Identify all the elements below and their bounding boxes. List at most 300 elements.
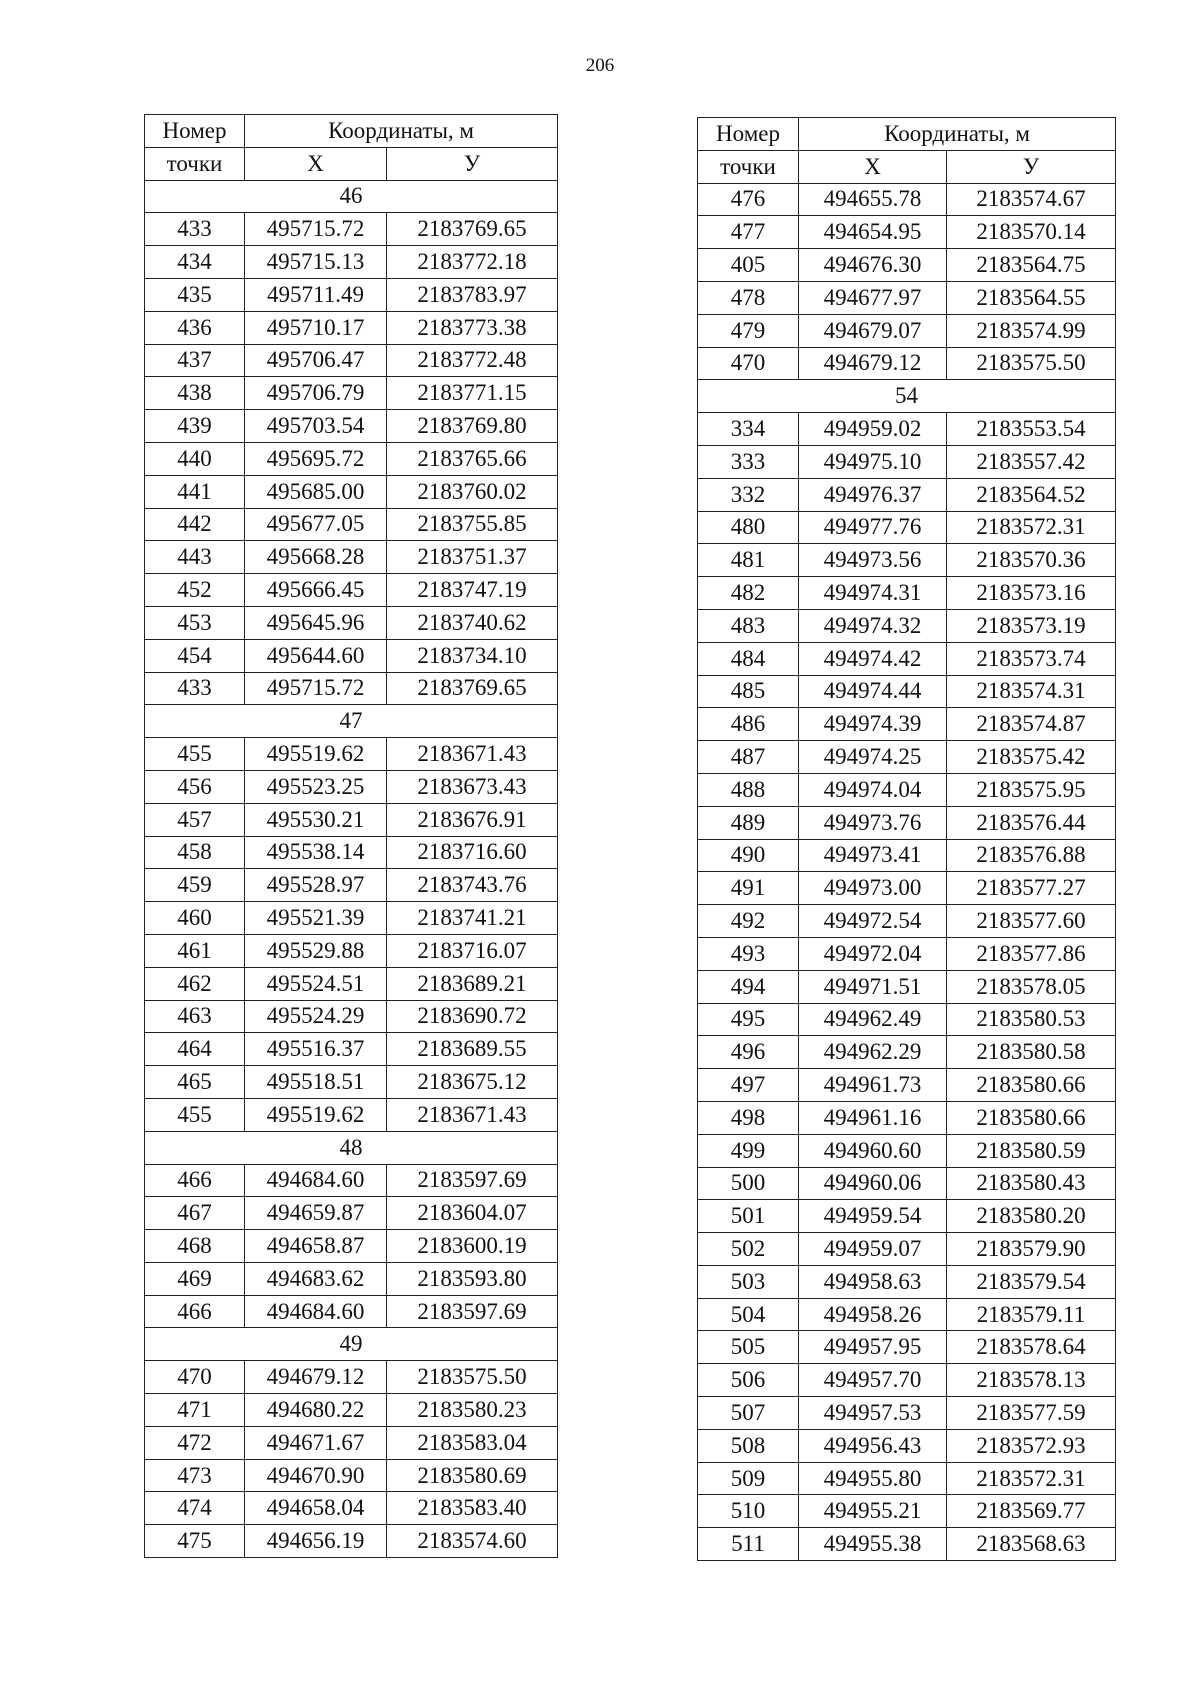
point-number-cell: 332 bbox=[698, 478, 799, 511]
point-number-cell: 466 bbox=[145, 1164, 245, 1197]
table-row bbox=[145, 344, 558, 377]
y-coordinate-cell: 2183690.72 bbox=[387, 1000, 558, 1033]
x-coordinate-cell: 495645.96 bbox=[245, 606, 387, 639]
x-coordinate-cell: 495529.88 bbox=[245, 934, 387, 967]
table-row bbox=[145, 1066, 558, 1099]
y-coordinate-cell: 2183783.97 bbox=[387, 278, 558, 311]
header-coordinates: Координаты, м bbox=[245, 115, 558, 148]
table-row bbox=[145, 1000, 558, 1033]
table-row bbox=[698, 937, 1116, 970]
point-number-cell: 509 bbox=[698, 1462, 799, 1495]
table-row bbox=[698, 1134, 1116, 1167]
table-row bbox=[698, 445, 1116, 478]
y-coordinate-cell: 2183769.65 bbox=[387, 213, 558, 246]
point-number-cell: 506 bbox=[698, 1364, 799, 1397]
x-coordinate-cell: 494959.02 bbox=[799, 413, 947, 446]
table-row bbox=[698, 183, 1116, 216]
y-coordinate-cell: 2183740.62 bbox=[387, 606, 558, 639]
y-coordinate-cell: 2183716.07 bbox=[387, 934, 558, 967]
table-row bbox=[145, 836, 558, 869]
x-coordinate-cell: 495703.54 bbox=[245, 410, 387, 443]
header-y: У bbox=[387, 147, 558, 180]
table-row bbox=[145, 1394, 558, 1427]
point-number-cell: 437 bbox=[145, 344, 245, 377]
x-coordinate-cell: 494960.06 bbox=[799, 1167, 947, 1200]
y-coordinate-cell: 2183597.69 bbox=[387, 1295, 558, 1328]
point-number-cell: 472 bbox=[145, 1426, 245, 1459]
x-coordinate-cell: 494679.12 bbox=[799, 347, 947, 380]
table-row bbox=[145, 869, 558, 902]
table-row bbox=[698, 905, 1116, 938]
y-coordinate-cell: 2183583.04 bbox=[387, 1426, 558, 1459]
x-coordinate-cell: 494680.22 bbox=[245, 1394, 387, 1427]
table-row bbox=[145, 1098, 558, 1131]
y-coordinate-cell: 2183575.95 bbox=[947, 773, 1116, 806]
point-number-cell: 479 bbox=[698, 314, 799, 347]
x-coordinate-cell: 495666.45 bbox=[245, 574, 387, 607]
table-row bbox=[145, 803, 558, 836]
x-coordinate-cell: 495530.21 bbox=[245, 803, 387, 836]
x-coordinate-cell: 494974.42 bbox=[799, 642, 947, 675]
table-row bbox=[145, 1033, 558, 1066]
x-coordinate-cell: 495524.51 bbox=[245, 967, 387, 1000]
table-row bbox=[145, 475, 558, 508]
group-row bbox=[145, 1131, 558, 1164]
x-coordinate-cell: 495518.51 bbox=[245, 1066, 387, 1099]
x-coordinate-cell: 495685.00 bbox=[245, 475, 387, 508]
x-coordinate-cell: 494971.51 bbox=[799, 970, 947, 1003]
table-row bbox=[698, 216, 1116, 249]
coordinates-table-right bbox=[697, 117, 1116, 1561]
x-coordinate-cell: 494974.31 bbox=[799, 577, 947, 610]
table-row bbox=[698, 249, 1116, 282]
x-coordinate-cell: 495519.62 bbox=[245, 1098, 387, 1131]
x-coordinate-cell: 494976.37 bbox=[799, 478, 947, 511]
x-coordinate-cell: 494670.90 bbox=[245, 1459, 387, 1492]
y-coordinate-cell: 2183578.05 bbox=[947, 970, 1116, 1003]
x-coordinate-cell: 495677.05 bbox=[245, 508, 387, 541]
table-row bbox=[698, 1298, 1116, 1331]
point-number-cell: 496 bbox=[698, 1036, 799, 1069]
y-coordinate-cell: 2183572.31 bbox=[947, 1462, 1116, 1495]
x-coordinate-cell: 494955.38 bbox=[799, 1528, 947, 1561]
point-number-cell: 460 bbox=[145, 902, 245, 935]
group-number: 48 bbox=[145, 1131, 558, 1164]
y-coordinate-cell: 2183557.42 bbox=[947, 445, 1116, 478]
x-coordinate-cell: 495706.79 bbox=[245, 377, 387, 410]
point-number-cell: 441 bbox=[145, 475, 245, 508]
x-coordinate-cell: 494677.97 bbox=[799, 281, 947, 314]
table-row bbox=[698, 314, 1116, 347]
point-number-cell: 435 bbox=[145, 278, 245, 311]
x-coordinate-cell: 494962.49 bbox=[799, 1003, 947, 1036]
y-coordinate-cell: 2183580.59 bbox=[947, 1134, 1116, 1167]
x-coordinate-cell: 495711.49 bbox=[245, 278, 387, 311]
table-row bbox=[698, 872, 1116, 905]
point-number-cell: 476 bbox=[698, 183, 799, 216]
x-coordinate-cell: 494684.60 bbox=[245, 1295, 387, 1328]
y-coordinate-cell: 2183577.60 bbox=[947, 905, 1116, 938]
x-coordinate-cell: 494655.78 bbox=[799, 183, 947, 216]
point-number-cell: 438 bbox=[145, 377, 245, 410]
x-coordinate-cell: 495521.39 bbox=[245, 902, 387, 935]
table-row bbox=[698, 478, 1116, 511]
point-number-cell: 457 bbox=[145, 803, 245, 836]
point-number-cell: 452 bbox=[145, 574, 245, 607]
point-number-cell: 467 bbox=[145, 1197, 245, 1230]
point-number-cell: 462 bbox=[145, 967, 245, 1000]
table-row bbox=[145, 442, 558, 475]
x-coordinate-cell: 494957.70 bbox=[799, 1364, 947, 1397]
x-coordinate-cell: 494959.54 bbox=[799, 1200, 947, 1233]
table-row bbox=[145, 770, 558, 803]
y-coordinate-cell: 2183564.52 bbox=[947, 478, 1116, 511]
y-coordinate-cell: 2183575.50 bbox=[387, 1361, 558, 1394]
y-coordinate-cell: 2183553.54 bbox=[947, 413, 1116, 446]
y-coordinate-cell: 2183751.37 bbox=[387, 541, 558, 574]
table-row bbox=[698, 1167, 1116, 1200]
table-row bbox=[698, 1331, 1116, 1364]
x-coordinate-cell: 494962.29 bbox=[799, 1036, 947, 1069]
point-number-cell: 433 bbox=[145, 213, 245, 246]
point-number-cell: 465 bbox=[145, 1066, 245, 1099]
y-coordinate-cell: 2183574.99 bbox=[947, 314, 1116, 347]
y-coordinate-cell: 2183574.67 bbox=[947, 183, 1116, 216]
x-coordinate-cell: 494958.63 bbox=[799, 1265, 947, 1298]
x-coordinate-cell: 494961.73 bbox=[799, 1069, 947, 1102]
table-row bbox=[145, 377, 558, 410]
point-number-cell: 487 bbox=[698, 741, 799, 774]
table-row bbox=[145, 1262, 558, 1295]
y-coordinate-cell: 2183580.43 bbox=[947, 1167, 1116, 1200]
x-coordinate-cell: 494973.56 bbox=[799, 544, 947, 577]
table-row bbox=[145, 1164, 558, 1197]
table-row bbox=[145, 639, 558, 672]
x-coordinate-cell: 494959.07 bbox=[799, 1233, 947, 1266]
point-number-cell: 468 bbox=[145, 1230, 245, 1263]
y-coordinate-cell: 2183600.19 bbox=[387, 1230, 558, 1263]
y-coordinate-cell: 2183574.60 bbox=[387, 1525, 558, 1558]
x-coordinate-cell: 495516.37 bbox=[245, 1033, 387, 1066]
point-number-cell: 474 bbox=[145, 1492, 245, 1525]
point-number-cell: 508 bbox=[698, 1429, 799, 1462]
y-coordinate-cell: 2183577.59 bbox=[947, 1397, 1116, 1430]
group-number: 54 bbox=[698, 380, 1116, 413]
x-coordinate-cell: 495528.97 bbox=[245, 869, 387, 902]
point-number-cell: 456 bbox=[145, 770, 245, 803]
x-coordinate-cell: 494955.21 bbox=[799, 1495, 947, 1528]
table-row bbox=[698, 1069, 1116, 1102]
y-coordinate-cell: 2183760.02 bbox=[387, 475, 558, 508]
x-coordinate-cell: 495523.25 bbox=[245, 770, 387, 803]
x-coordinate-cell: 494975.10 bbox=[799, 445, 947, 478]
table-row bbox=[145, 902, 558, 935]
table-row bbox=[698, 609, 1116, 642]
y-coordinate-cell: 2183568.63 bbox=[947, 1528, 1116, 1561]
x-coordinate-cell: 494957.53 bbox=[799, 1397, 947, 1430]
table-row bbox=[698, 1233, 1116, 1266]
point-number-cell: 505 bbox=[698, 1331, 799, 1364]
table-row bbox=[145, 246, 558, 279]
x-coordinate-cell: 494972.54 bbox=[799, 905, 947, 938]
point-number-cell: 482 bbox=[698, 577, 799, 610]
point-number-cell: 442 bbox=[145, 508, 245, 541]
header-point-number: Номер bbox=[698, 118, 799, 151]
table-row bbox=[145, 1295, 558, 1328]
table-row bbox=[698, 675, 1116, 708]
header-x: X bbox=[245, 147, 387, 180]
table-row bbox=[698, 806, 1116, 839]
y-coordinate-cell: 2183741.21 bbox=[387, 902, 558, 935]
point-number-cell: 478 bbox=[698, 281, 799, 314]
y-coordinate-cell: 2183769.80 bbox=[387, 410, 558, 443]
coordinates-table-left bbox=[144, 114, 558, 1558]
y-coordinate-cell: 2183747.19 bbox=[387, 574, 558, 607]
table-row bbox=[698, 1036, 1116, 1069]
point-number-cell: 492 bbox=[698, 905, 799, 938]
table-row bbox=[698, 1364, 1116, 1397]
y-coordinate-cell: 2183769.65 bbox=[387, 672, 558, 705]
group-row bbox=[698, 380, 1116, 413]
point-number-cell: 488 bbox=[698, 773, 799, 806]
table-row bbox=[698, 1429, 1116, 1462]
point-number-cell: 433 bbox=[145, 672, 245, 705]
table-row bbox=[698, 1495, 1116, 1528]
x-coordinate-cell: 495668.28 bbox=[245, 541, 387, 574]
y-coordinate-cell: 2183579.54 bbox=[947, 1265, 1116, 1298]
y-coordinate-cell: 2183576.88 bbox=[947, 839, 1116, 872]
table-row bbox=[145, 1492, 558, 1525]
table-row bbox=[698, 642, 1116, 675]
group-row bbox=[145, 1328, 558, 1361]
table-row bbox=[145, 410, 558, 443]
x-coordinate-cell: 494961.16 bbox=[799, 1101, 947, 1134]
table-row bbox=[698, 544, 1116, 577]
x-coordinate-cell: 494956.43 bbox=[799, 1429, 947, 1462]
y-coordinate-cell: 2183755.85 bbox=[387, 508, 558, 541]
x-coordinate-cell: 495644.60 bbox=[245, 639, 387, 672]
header-coordinates: Координаты, м bbox=[799, 118, 1116, 151]
y-coordinate-cell: 2183580.58 bbox=[947, 1036, 1116, 1069]
point-number-cell: 434 bbox=[145, 246, 245, 279]
x-coordinate-cell: 494960.60 bbox=[799, 1134, 947, 1167]
table-row bbox=[698, 708, 1116, 741]
point-number-cell: 454 bbox=[145, 639, 245, 672]
point-number-cell: 436 bbox=[145, 311, 245, 344]
y-coordinate-cell: 2183574.87 bbox=[947, 708, 1116, 741]
y-coordinate-cell: 2183570.14 bbox=[947, 216, 1116, 249]
table-row bbox=[698, 281, 1116, 314]
y-coordinate-cell: 2183580.69 bbox=[387, 1459, 558, 1492]
x-coordinate-cell: 494683.62 bbox=[245, 1262, 387, 1295]
point-number-cell: 439 bbox=[145, 410, 245, 443]
x-coordinate-cell: 494676.30 bbox=[799, 249, 947, 282]
y-coordinate-cell: 2183580.66 bbox=[947, 1101, 1116, 1134]
table-row bbox=[698, 741, 1116, 774]
y-coordinate-cell: 2183578.64 bbox=[947, 1331, 1116, 1364]
table-row bbox=[698, 839, 1116, 872]
table-body-left bbox=[145, 180, 558, 1557]
point-number-cell: 458 bbox=[145, 836, 245, 869]
point-number-cell: 489 bbox=[698, 806, 799, 839]
point-number-cell: 443 bbox=[145, 541, 245, 574]
table-row bbox=[698, 1200, 1116, 1233]
point-number-cell: 469 bbox=[145, 1262, 245, 1295]
table-row bbox=[145, 606, 558, 639]
table-row bbox=[145, 1459, 558, 1492]
table-row bbox=[698, 1101, 1116, 1134]
point-number-cell: 453 bbox=[145, 606, 245, 639]
x-coordinate-cell: 494973.76 bbox=[799, 806, 947, 839]
table-body-right bbox=[698, 183, 1116, 1560]
y-coordinate-cell: 2183572.31 bbox=[947, 511, 1116, 544]
point-number-cell: 477 bbox=[698, 216, 799, 249]
y-coordinate-cell: 2183578.13 bbox=[947, 1364, 1116, 1397]
x-coordinate-cell: 495524.29 bbox=[245, 1000, 387, 1033]
y-coordinate-cell: 2183689.55 bbox=[387, 1033, 558, 1066]
y-coordinate-cell: 2183564.75 bbox=[947, 249, 1116, 282]
header-point-number: Номер bbox=[145, 115, 245, 148]
group-number: 47 bbox=[145, 705, 558, 738]
y-coordinate-cell: 2183734.10 bbox=[387, 639, 558, 672]
x-coordinate-cell: 494958.26 bbox=[799, 1298, 947, 1331]
point-number-cell: 491 bbox=[698, 872, 799, 905]
point-number-cell: 501 bbox=[698, 1200, 799, 1233]
x-coordinate-cell: 495695.72 bbox=[245, 442, 387, 475]
x-coordinate-cell: 495710.17 bbox=[245, 311, 387, 344]
table-row bbox=[145, 967, 558, 1000]
point-number-cell: 455 bbox=[145, 738, 245, 771]
y-coordinate-cell: 2183577.86 bbox=[947, 937, 1116, 970]
point-number-cell: 499 bbox=[698, 1134, 799, 1167]
x-coordinate-cell: 494671.67 bbox=[245, 1426, 387, 1459]
x-coordinate-cell: 494974.44 bbox=[799, 675, 947, 708]
table-row bbox=[698, 1462, 1116, 1495]
y-coordinate-cell: 2183576.44 bbox=[947, 806, 1116, 839]
x-coordinate-cell: 494974.39 bbox=[799, 708, 947, 741]
point-number-cell: 470 bbox=[698, 347, 799, 380]
point-number-cell: 494 bbox=[698, 970, 799, 1003]
y-coordinate-cell: 2183575.50 bbox=[947, 347, 1116, 380]
table-row bbox=[145, 213, 558, 246]
x-coordinate-cell: 495706.47 bbox=[245, 344, 387, 377]
header-y: У bbox=[947, 150, 1116, 183]
y-coordinate-cell: 2183570.36 bbox=[947, 544, 1116, 577]
point-number-cell: 475 bbox=[145, 1525, 245, 1558]
table-row bbox=[698, 347, 1116, 380]
point-number-cell: 471 bbox=[145, 1394, 245, 1427]
point-number-cell: 502 bbox=[698, 1233, 799, 1266]
group-row bbox=[145, 180, 558, 213]
x-coordinate-cell: 495715.72 bbox=[245, 213, 387, 246]
y-coordinate-cell: 2183575.42 bbox=[947, 741, 1116, 774]
x-coordinate-cell: 494973.41 bbox=[799, 839, 947, 872]
y-coordinate-cell: 2183597.69 bbox=[387, 1164, 558, 1197]
x-coordinate-cell: 495538.14 bbox=[245, 836, 387, 869]
y-coordinate-cell: 2183572.93 bbox=[947, 1429, 1116, 1462]
x-coordinate-cell: 494974.04 bbox=[799, 773, 947, 806]
y-coordinate-cell: 2183579.11 bbox=[947, 1298, 1116, 1331]
y-coordinate-cell: 2183583.40 bbox=[387, 1492, 558, 1525]
table-row bbox=[698, 970, 1116, 1003]
point-number-cell: 511 bbox=[698, 1528, 799, 1561]
y-coordinate-cell: 2183673.43 bbox=[387, 770, 558, 803]
x-coordinate-cell: 494973.00 bbox=[799, 872, 947, 905]
page-number: 206 bbox=[585, 55, 615, 76]
y-coordinate-cell: 2183569.77 bbox=[947, 1495, 1116, 1528]
point-number-cell: 405 bbox=[698, 249, 799, 282]
point-number-cell: 334 bbox=[698, 413, 799, 446]
point-number-cell: 485 bbox=[698, 675, 799, 708]
y-coordinate-cell: 2183573.19 bbox=[947, 609, 1116, 642]
header-point-label: точки bbox=[145, 147, 245, 180]
group-number: 46 bbox=[145, 180, 558, 213]
y-coordinate-cell: 2183573.16 bbox=[947, 577, 1116, 610]
x-coordinate-cell: 494659.87 bbox=[245, 1197, 387, 1230]
table-row bbox=[145, 278, 558, 311]
table-row bbox=[145, 672, 558, 705]
x-coordinate-cell: 495715.72 bbox=[245, 672, 387, 705]
table-row bbox=[698, 413, 1116, 446]
table-row bbox=[698, 1528, 1116, 1561]
y-coordinate-cell: 2183671.43 bbox=[387, 1098, 558, 1131]
x-coordinate-cell: 494679.12 bbox=[245, 1361, 387, 1394]
point-number-cell: 483 bbox=[698, 609, 799, 642]
table-row bbox=[698, 773, 1116, 806]
point-number-cell: 484 bbox=[698, 642, 799, 675]
y-coordinate-cell: 2183573.74 bbox=[947, 642, 1116, 675]
y-coordinate-cell: 2183772.48 bbox=[387, 344, 558, 377]
y-coordinate-cell: 2183689.21 bbox=[387, 967, 558, 1000]
x-coordinate-cell: 494974.25 bbox=[799, 741, 947, 774]
point-number-cell: 473 bbox=[145, 1459, 245, 1492]
table-row bbox=[145, 1197, 558, 1230]
point-number-cell: 464 bbox=[145, 1033, 245, 1066]
point-number-cell: 333 bbox=[698, 445, 799, 478]
y-coordinate-cell: 2183593.80 bbox=[387, 1262, 558, 1295]
x-coordinate-cell: 494656.19 bbox=[245, 1525, 387, 1558]
header-point-label: точки bbox=[698, 150, 799, 183]
y-coordinate-cell: 2183580.53 bbox=[947, 1003, 1116, 1036]
y-coordinate-cell: 2183580.23 bbox=[387, 1394, 558, 1427]
y-coordinate-cell: 2183580.66 bbox=[947, 1069, 1116, 1102]
table-row bbox=[145, 934, 558, 967]
table-row bbox=[145, 311, 558, 344]
point-number-cell: 497 bbox=[698, 1069, 799, 1102]
y-coordinate-cell: 2183772.18 bbox=[387, 246, 558, 279]
y-coordinate-cell: 2183716.60 bbox=[387, 836, 558, 869]
x-coordinate-cell: 494972.04 bbox=[799, 937, 947, 970]
x-coordinate-cell: 495519.62 bbox=[245, 738, 387, 771]
y-coordinate-cell: 2183580.20 bbox=[947, 1200, 1116, 1233]
y-coordinate-cell: 2183771.15 bbox=[387, 377, 558, 410]
x-coordinate-cell: 494684.60 bbox=[245, 1164, 387, 1197]
table-row bbox=[145, 738, 558, 771]
table-row bbox=[698, 511, 1116, 544]
x-coordinate-cell: 494658.87 bbox=[245, 1230, 387, 1263]
point-number-cell: 459 bbox=[145, 869, 245, 902]
table-row bbox=[145, 574, 558, 607]
table-row bbox=[145, 1361, 558, 1394]
point-number-cell: 490 bbox=[698, 839, 799, 872]
point-number-cell: 481 bbox=[698, 544, 799, 577]
header-x: X bbox=[799, 150, 947, 183]
point-number-cell: 504 bbox=[698, 1298, 799, 1331]
point-number-cell: 493 bbox=[698, 937, 799, 970]
point-number-cell: 500 bbox=[698, 1167, 799, 1200]
group-row bbox=[145, 705, 558, 738]
point-number-cell: 470 bbox=[145, 1361, 245, 1394]
